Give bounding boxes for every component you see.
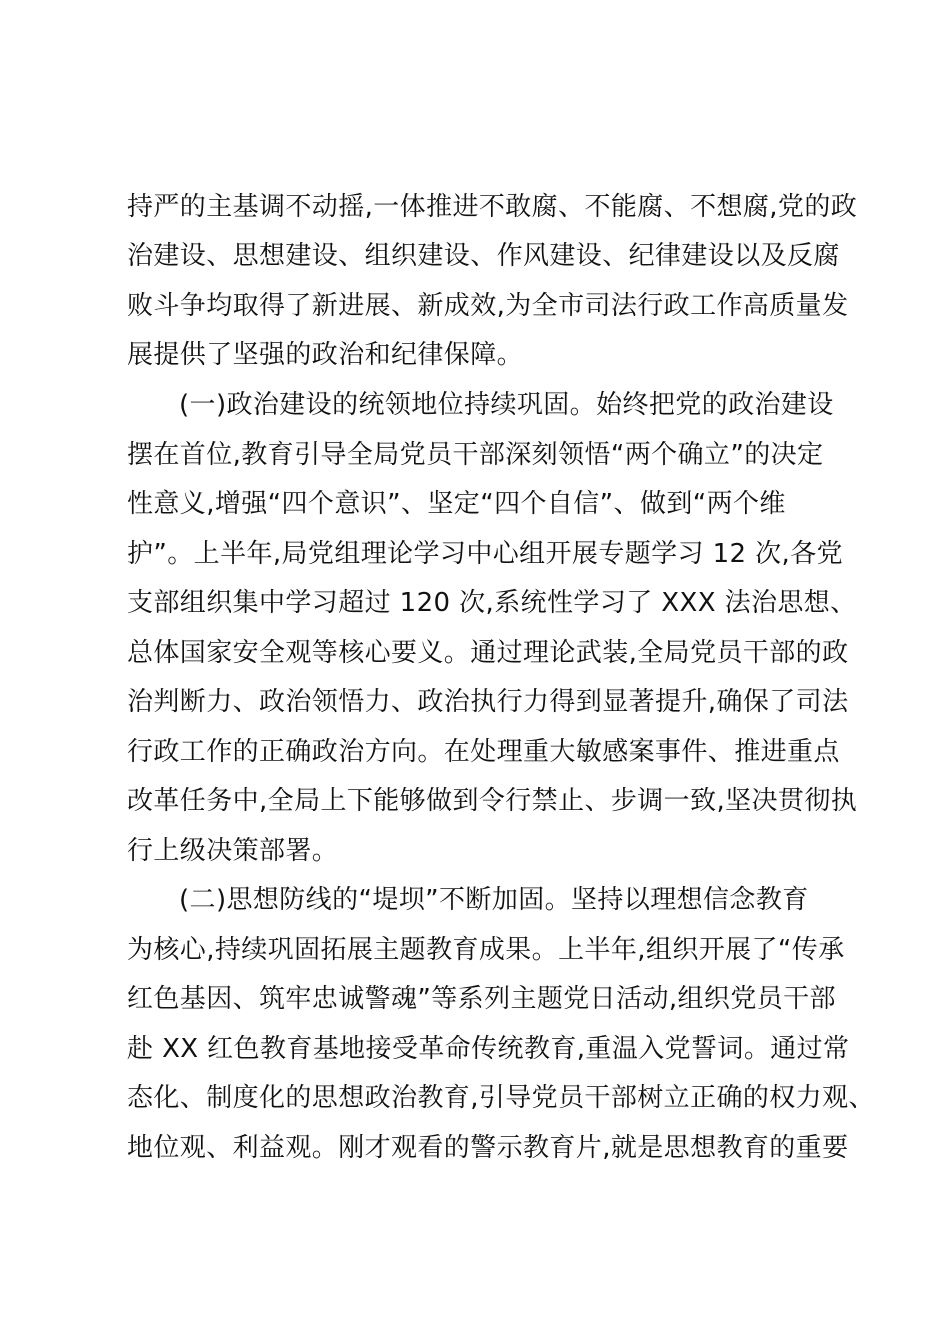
text-line: 行政工作的正确政治方向。在处理重大敏感案事件、推进重点 [127, 737, 840, 767]
text-line: 行上级决策部署。 [127, 836, 339, 866]
text-line: 摆在首位,教育引导全局党员干部深刻领悟“两个确立”的决定 [127, 440, 824, 470]
text-line: 赴 XX 红色教育基地接受革命传统教育,重温入党誓词。通过常 [127, 1034, 850, 1064]
text-line: 改革任务中,全局上下能够做到令行禁止、步调一致,坚决贯彻执 [127, 786, 858, 816]
text-line: 态化、制度化的思想政治教育,引导党员干部树立正确的权力观、 [127, 1083, 875, 1113]
text-line: 持严的主基调不动摇,一体推进不敢腐、不能腐、不想腐,党的政 [127, 192, 858, 222]
text-line: 支部组织集中学习超过 120 次,系统性学习了 XXX 法治思想、 [127, 588, 857, 618]
text-line: 总体国家安全观等核心要义。通过理论武装,全局党员干部的政 [127, 638, 849, 668]
text-line: 护”。上半年,局党组理论学习中心组开展专题学习 12 次,各党 [127, 539, 844, 569]
text-line: 治判断力、政治领悟力、政治执行力得到显著提升,确保了司法 [127, 687, 849, 717]
text-line: 红色基因、筑牢忠诚警魂”等系列主题党日活动,组织党员干部 [127, 984, 836, 1014]
text-line: 地位观、利益观。刚才观看的警示教育片,就是思想教育的重要 [127, 1133, 849, 1163]
text-line: 性意义,增强“四个意识”、坚定“四个自信”、做到“两个维 [127, 489, 786, 519]
section-heading-line: (一)政治建设的统领地位持续巩固。始终把党的政治建设 [179, 390, 834, 420]
text-line: 败斗争均取得了新进展、新成效,为全市司法行政工作高质量发 [127, 291, 849, 321]
text-line: 展提供了坚强的政治和纪律保障。 [127, 340, 524, 370]
text-line: 治建设、思想建设、组织建设、作风建设、纪律建设以及反腐 [127, 241, 840, 271]
section-heading-line: (二)思想防线的“堤坝”不断加固。坚持以理想信念教育 [179, 885, 809, 915]
text-line: 为核心,持续巩固拓展主题教育成果。上半年,组织开展了“传承 [127, 935, 845, 965]
